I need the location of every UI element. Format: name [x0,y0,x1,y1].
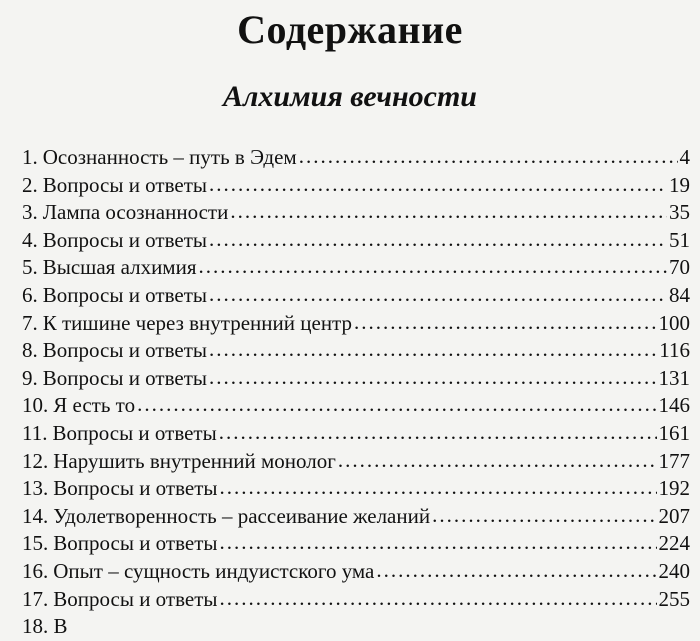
toc-page-number: 84 [669,282,690,307]
dot-leader [338,447,657,475]
toc-entry [22,503,690,531]
toc-entry-title [22,475,218,503]
book-title: Алхимия вечности [223,80,477,113]
toc-entry [22,365,690,393]
toc-page-number: 116 [659,338,690,363]
toc-entry-title [22,365,207,393]
toc-page-number: 224 [658,531,690,556]
toc-page-number: 240 [658,558,690,583]
toc-entry-number: 8. [22,338,38,363]
toc-entry-number: 4. [22,227,38,252]
toc-entry-text: Вопросы и ответы [42,227,207,252]
toc-page-number: 146 [658,393,690,418]
toc-entry-text: Лампа осознанности [42,200,229,225]
toc-entry-text: Вопросы и ответы [42,365,207,390]
toc-entry-number: 6. [22,282,38,307]
dot-leader [220,585,657,613]
toc-page-number: 35 [669,200,690,225]
toc-entry-number: 7. [22,310,38,335]
toc-entry [22,254,690,282]
toc-entry-title [22,144,297,172]
toc-entry-number: 9. [22,365,38,390]
toc-entry [22,172,690,200]
dot-leader [209,171,667,199]
toc-entry-title [22,420,217,448]
dot-leader [376,557,656,585]
toc-entry-number: 2. [22,172,38,197]
toc-entry-title [22,392,135,420]
toc-page-number: 4 [679,145,690,169]
dot-leader [219,419,657,447]
toc-entry-number: 11. [22,420,48,445]
toc-entry-title [22,586,218,614]
toc-entry-title [22,530,218,558]
toc-entry-text: Удолетворенность – рассеивание желаний [53,503,431,528]
toc-entry-text: Опыт – сущность индуистского ума [53,558,375,583]
toc-entry-title [22,254,197,282]
toc-entry-number: 12. [22,448,49,473]
toc-entry-title [22,310,352,338]
dot-leader [230,198,667,226]
toc-entry-text: Высшая алхимия [42,255,197,280]
toc-entry-text: Вопросы и ответы [52,420,217,445]
toc-entry-text: Осознанность – путь в Эдем [42,145,297,169]
toc-page-number: 51 [669,227,690,252]
toc-entry-text: Вопросы и ответы [53,586,218,611]
toc-entry-number: 10. [22,393,49,418]
dot-leader [209,281,667,309]
dot-leader [199,253,668,281]
toc-entry [22,558,690,586]
toc-entry-number: 5. [22,255,38,280]
toc-entry-title [22,558,374,586]
toc-entry-text: Я есть то [53,393,136,418]
toc-entry [22,337,690,365]
toc-entry [22,310,690,338]
dot-leader [137,391,656,419]
dot-leader [354,309,657,337]
toc-entry-text: К тишине через внутренний центр [42,310,352,335]
toc-page-number: 131 [658,365,690,390]
dot-leader [209,364,657,392]
toc-entry-number: 15. [22,531,49,556]
toc-page-number: 255 [658,586,690,611]
table-of-contents [22,144,690,613]
toc-page-number: 161 [658,420,690,445]
dot-leader [220,474,657,502]
toc-entry-text: Вопросы и ответы [42,282,207,307]
toc-entry-text: Вопросы и ответы [42,172,207,197]
toc-entry-number: 1. [22,145,38,169]
toc-entry [22,227,690,255]
dot-leader [299,143,678,171]
toc-entry-number: 17. [22,586,49,611]
cut-off-entry: 18. В [22,614,68,638]
toc-page-number: 207 [658,503,690,528]
toc-entry [22,144,690,172]
dot-leader [432,502,656,530]
toc-page-number: 19 [669,172,690,197]
toc-entry-text: Вопросы и ответы [53,476,218,501]
toc-entry [22,530,690,558]
toc-page-number: 192 [658,476,690,501]
toc-entry-number: 13. [22,476,49,501]
toc-entry-title [22,172,207,200]
toc-entry-text: Вопросы и ответы [42,338,207,363]
toc-entry-number: 3. [22,200,38,225]
toc-entry-title [22,282,207,310]
toc-entry [22,586,690,614]
toc-page-number: 177 [658,448,690,473]
toc-entry-title [22,337,207,365]
toc-entry-title [22,227,207,255]
toc-entry-title [22,448,336,476]
toc-entry [22,199,690,227]
page-title: Содержание [237,7,463,52]
toc-entry-title [22,503,430,531]
toc-page-number: 100 [658,310,690,335]
toc-entry [22,420,690,448]
dot-leader [220,529,657,557]
toc-entry [22,392,690,420]
toc-entry-number: 14. [22,503,49,528]
toc-entry-text: Нарушить внутренний монолог [53,448,336,473]
toc-entry [22,282,690,310]
toc-page-number: 70 [669,255,690,280]
dot-leader [209,226,667,254]
toc-entry-text: Вопросы и ответы [53,531,218,556]
toc-entry [22,475,690,503]
toc-entry [22,448,690,476]
toc-entry-title [22,199,228,227]
dot-leader [209,336,657,364]
toc-entry-number: 16. [22,558,49,583]
